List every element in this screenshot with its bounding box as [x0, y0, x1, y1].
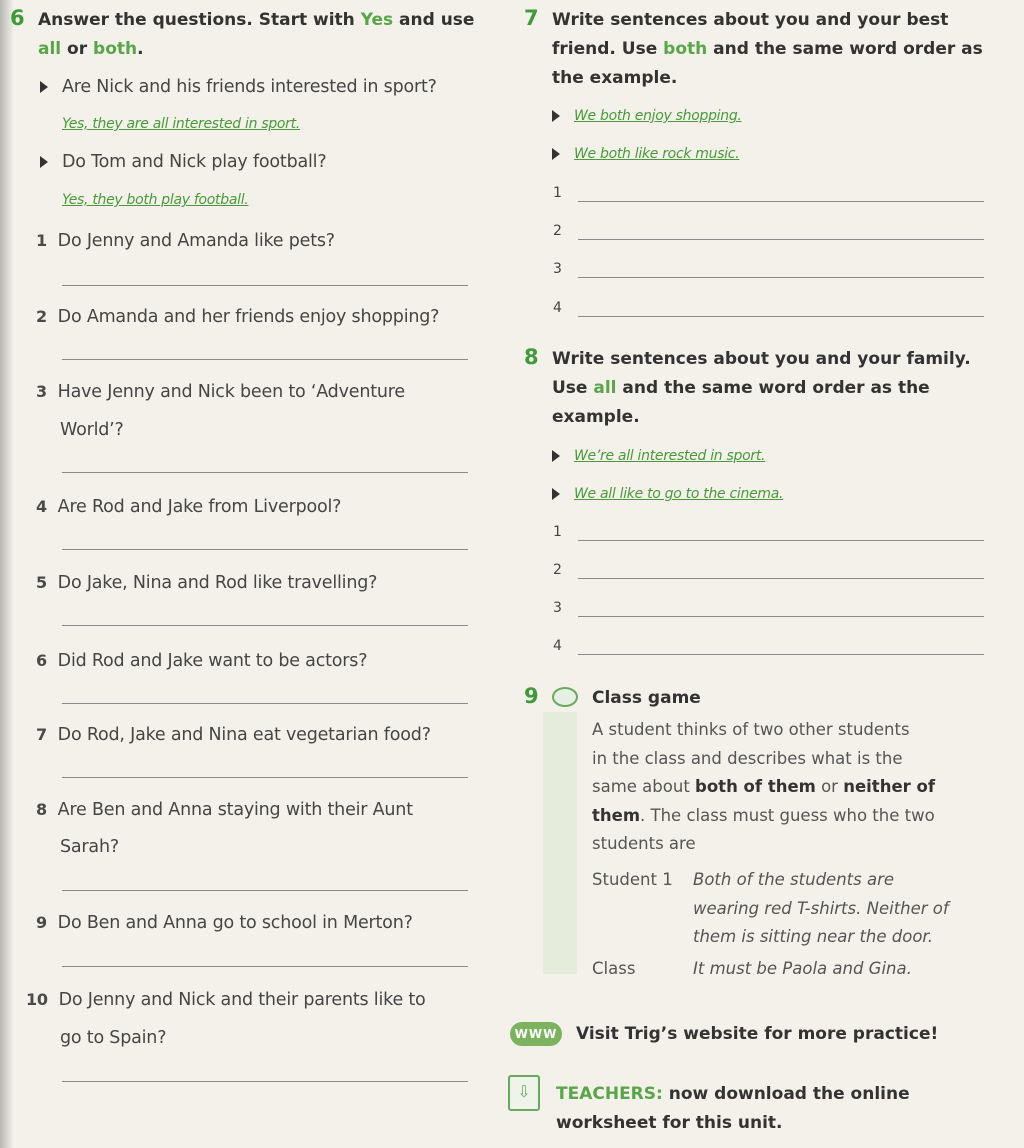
bullet-arrow-icon — [40, 156, 48, 168]
ex8-blank-number-1: 1 — [553, 524, 562, 540]
dialogue-line-student: Both of the students are wearing red T-shirts. Neither of them is sitting near the door. — [693, 870, 949, 946]
answer-line[interactable] — [62, 777, 468, 778]
exercise-7-number: 7 — [524, 6, 539, 30]
ex6-instr-or: or — [61, 39, 94, 59]
ex7-blank-number-2: 2 — [553, 223, 562, 239]
ex7-blank-number-3: 3 — [553, 261, 562, 277]
answer-line[interactable] — [578, 578, 984, 579]
ex6-question-5: 5 Do Jake, Nina and Rod like travelling? — [36, 573, 378, 593]
answer-line[interactable] — [62, 890, 468, 891]
teachers-download-note: TEACHERS: now download the online worksheet for this unit. — [556, 1084, 910, 1133]
ex7-blank-number-1: 1 — [553, 185, 562, 201]
answer-line[interactable] — [62, 625, 468, 626]
exercise-8-instruction: Write sentences about you and your family. Use all and the same word order as the example. — [552, 349, 971, 427]
ex6-question-10: 10 Do Jenny and Nick and their parents like to — [26, 990, 426, 1010]
ex6-example-1-question: Are Nick and his friends interested in sport? — [40, 73, 437, 102]
ex6-example-2-question: Do Tom and Nick play football? — [40, 148, 326, 177]
answer-line[interactable] — [62, 966, 468, 967]
exercise-9-title: Class game — [592, 688, 701, 708]
bullet-arrow-icon — [552, 148, 560, 160]
ex6-instr-all: all — [38, 39, 62, 59]
ex6-instr-yes: Yes — [360, 10, 394, 30]
exercise-6-number: 6 — [10, 6, 25, 30]
bullet-arrow-icon — [552, 110, 560, 122]
ex6-instr-end: . — [137, 39, 144, 59]
ex6-question-8-cont: Sarah? — [60, 837, 119, 857]
ex7-example-1: We both enjoy shopping. — [552, 108, 742, 124]
www-globe-icon: WWW — [510, 1022, 562, 1046]
exercise-6-instruction — [38, 6, 498, 64]
answer-line[interactable] — [62, 472, 468, 473]
ex8-blank-number-3: 3 — [553, 600, 562, 616]
answer-line[interactable] — [578, 201, 984, 202]
answer-line[interactable] — [62, 285, 468, 286]
ex6-question-3: 3 Have Jenny and Nick been to ‘Adventure — [36, 382, 405, 402]
exercise-7-instruction: Write sentences about you and your best friend. Use both and the same word order as the example. — [552, 10, 983, 88]
page-gutter-shadow — [0, 0, 14, 1148]
download-worksheet-icon: ⇩ — [508, 1075, 540, 1111]
bullet-arrow-icon — [40, 81, 48, 93]
speech-bubble-icon — [552, 687, 578, 707]
answer-line[interactable] — [62, 1081, 468, 1082]
ex6-question-8: 8 Are Ben and Anna staying with their Aunt — [36, 800, 413, 820]
answer-line[interactable] — [578, 316, 984, 317]
answer-line[interactable] — [62, 359, 468, 360]
ex6-question-6: 6 Did Rod and Jake want to be actors? — [36, 651, 368, 671]
answer-line[interactable] — [62, 703, 468, 704]
ex6-question-4: 4 Are Rod and Jake from Liverpool? — [36, 497, 342, 517]
ex8-blank-number-4: 4 — [553, 638, 562, 654]
dialogue-speaker-class: Class — [592, 959, 636, 978]
ex6-example-1-answer: Yes, they are all interested in sport. — [62, 116, 300, 132]
answer-line[interactable] — [578, 654, 984, 655]
exercise-8-number: 8 — [524, 345, 539, 369]
ex6-example-2-answer: Yes, they both play football. — [62, 192, 249, 208]
bullet-arrow-icon — [552, 450, 560, 462]
ex7-example-2: We both like rock music. — [552, 146, 739, 162]
ex6-question-2: 2 Do Amanda and her friends enjoy shopping? — [36, 307, 440, 327]
ex6-question-9: 9 Do Ben and Anna go to school in Merton? — [36, 913, 413, 933]
class-game-description: A student thinks of two other students in the class and describes what is the same about both of them or neither of them. The class must guess who the two students are — [592, 720, 936, 853]
ex6-question-7: 7 Do Rod, Jake and Nina eat vegetarian food? — [36, 725, 431, 745]
exercise-9-number: 9 — [524, 684, 539, 708]
ex8-blank-number-2: 2 — [553, 562, 562, 578]
ex6-question-10-cont: go to Spain? — [60, 1028, 167, 1048]
ex6-instr-both: both — [93, 39, 138, 59]
answer-line[interactable] — [578, 277, 984, 278]
answer-line[interactable] — [578, 540, 984, 541]
answer-line[interactable] — [578, 239, 984, 240]
ex7-blank-number-4: 4 — [553, 300, 562, 316]
dialogue-speaker-student: Student 1 — [592, 870, 673, 889]
website-link[interactable]: Visit Trig’s website for more practice! — [576, 1024, 939, 1044]
ex6-question-3-cont: World’? — [60, 420, 124, 440]
ex6-instr-b: and use — [393, 10, 475, 30]
ex8-example-1: We’re all interested in sport. — [552, 448, 765, 464]
ex8-example-2: We all like to go to the cinema. — [552, 486, 783, 502]
ex6-question-1: 1 Do Jenny and Amanda like pets? — [36, 231, 335, 251]
game-side-stripe — [543, 712, 577, 974]
answer-line[interactable] — [62, 549, 468, 550]
answer-line[interactable] — [578, 616, 984, 617]
ex6-instr-a: Answer the questions. Start with — [38, 10, 361, 30]
dialogue-line-class: It must be Paola and Gina. — [693, 959, 912, 978]
bullet-arrow-icon — [552, 488, 560, 500]
